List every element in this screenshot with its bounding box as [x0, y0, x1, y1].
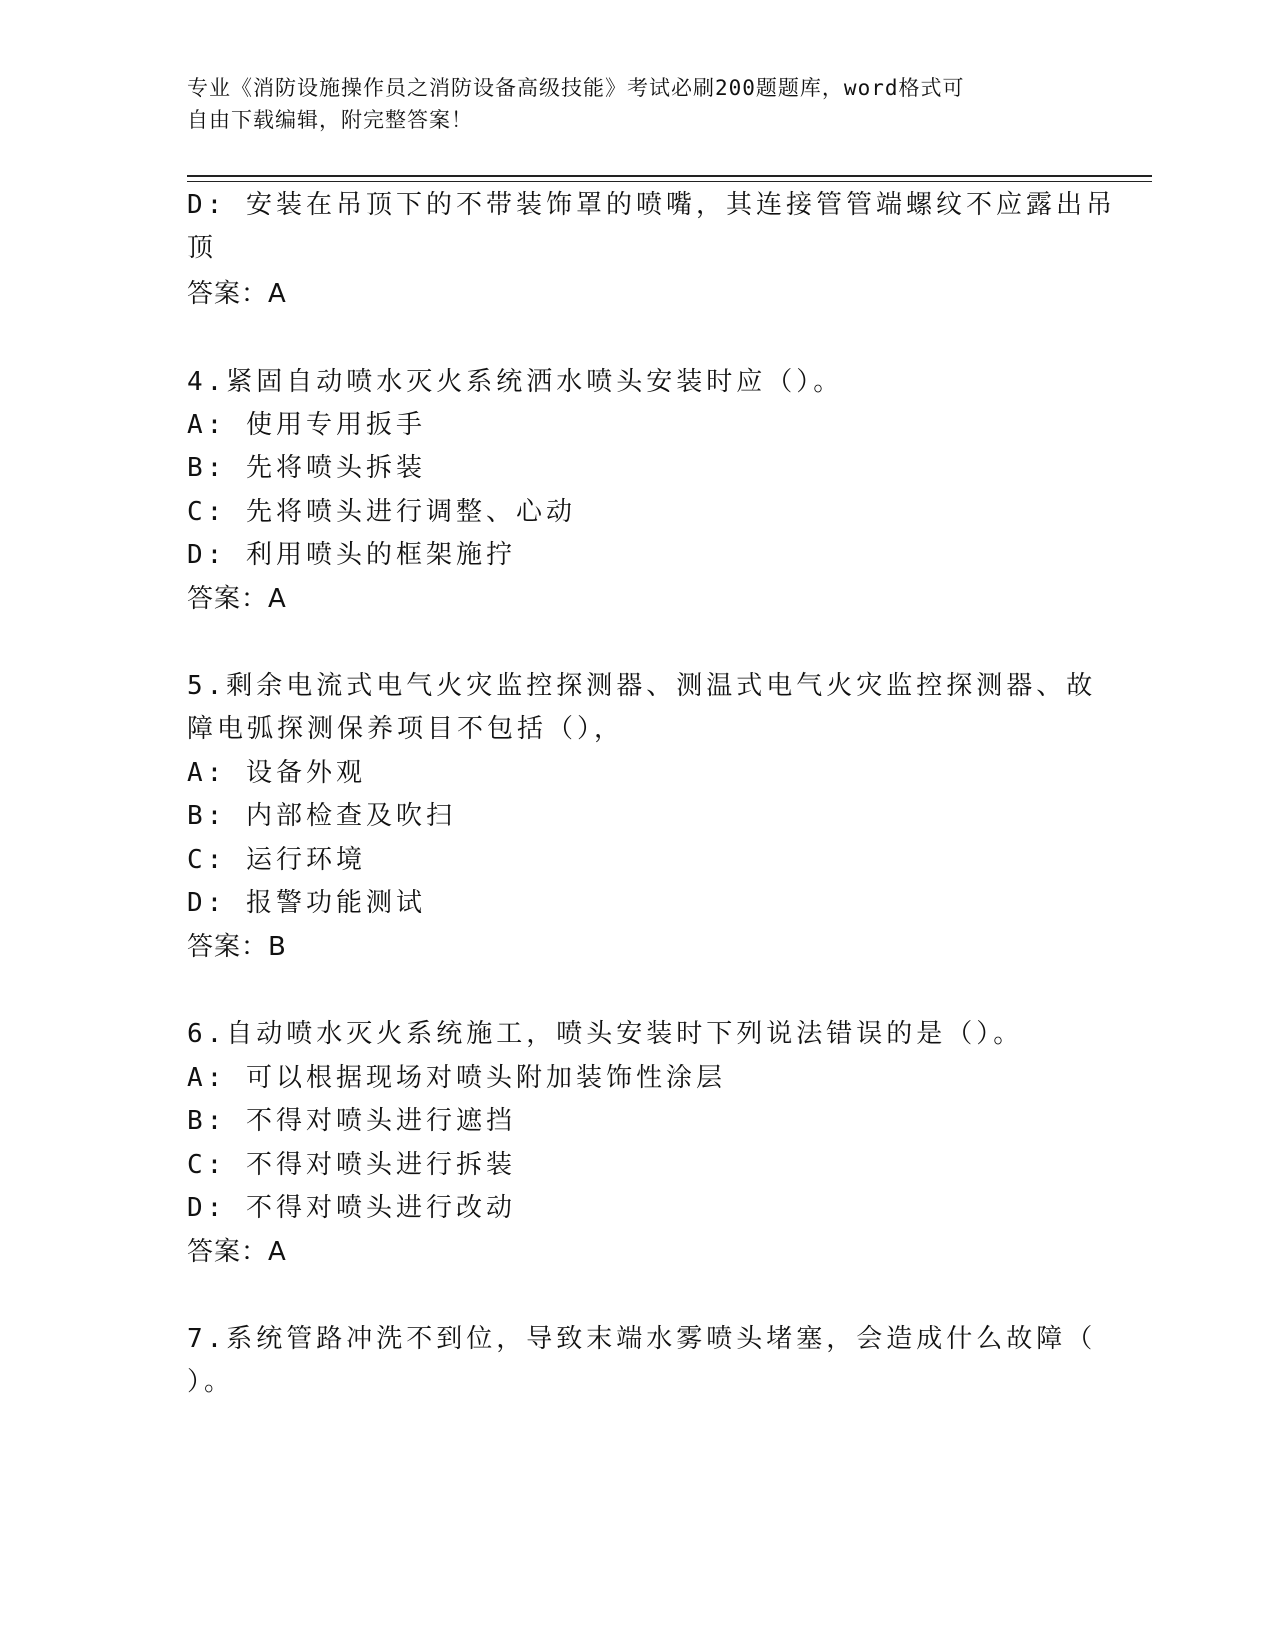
question-4-option-a: A: 使用专用扳手	[187, 410, 426, 440]
header-divider-thick	[187, 175, 1152, 177]
question-4-option-b: B: 先将喷头拆装	[187, 453, 426, 483]
question-5-option-a: A: 设备外观	[187, 758, 366, 788]
question-6-option-d: D: 不得对喷头进行改动	[187, 1193, 516, 1223]
question-5-option-d: D: 报警功能测试	[187, 888, 426, 918]
question-6-stem: 6.自动喷水灭火系统施工，喷头安装时下列说法错误的是（）。	[187, 1019, 1024, 1049]
question-5-answer: 答案：B	[187, 932, 287, 962]
question-4-stem: 4.紧固自动喷水灭火系统洒水喷头安装时应（）。	[187, 367, 844, 397]
header-line-2: 自由下载编辑，附完整答案！	[187, 108, 473, 132]
question-7-stem-line-1: 7.系统管路冲洗不到位，导致末端水雾喷头堵塞，会造成什么故障（	[187, 1324, 1097, 1354]
header-divider-thin	[187, 181, 1152, 182]
question-6-option-b: B: 不得对喷头进行遮挡	[187, 1106, 516, 1136]
document-header	[187, 72, 1067, 136]
question-5-option-c: C: 运行环境	[187, 845, 366, 875]
question-4-answer: 答案：A	[187, 584, 287, 614]
question-4-option-c: C: 先将喷头进行调整、心动	[187, 497, 576, 527]
question-4-option-d: D: 利用喷头的框架施拧	[187, 540, 516, 570]
question-5-stem-line-1: 5.剩余电流式电气火灾监控探测器、测温式电气火灾监控探测器、故	[187, 671, 1097, 701]
question-6-option-c: C: 不得对喷头进行拆装	[187, 1150, 516, 1180]
prev-option-d-line-1: D: 安装在吊顶下的不带装饰罩的喷嘴，其连接管管端螺纹不应露出吊	[187, 190, 1116, 220]
header-line-1: 专业《消防设施操作员之消防设备高级技能》考试必刷200题题库，word格式可	[187, 76, 965, 100]
question-7-stem-line-2: ）。	[187, 1367, 235, 1397]
prev-option-d-line-2: 顶	[187, 233, 218, 263]
question-5-option-b: B: 内部检查及吹扫	[187, 801, 456, 831]
question-6-answer: 答案：A	[187, 1237, 287, 1267]
question-5-stem-line-2: 障电弧探测保养项目不包括（），	[187, 714, 625, 744]
question-6-option-a: A: 可以根据现场对喷头附加装饰性涂层	[187, 1063, 726, 1093]
prev-answer: 答案：A	[187, 279, 287, 309]
